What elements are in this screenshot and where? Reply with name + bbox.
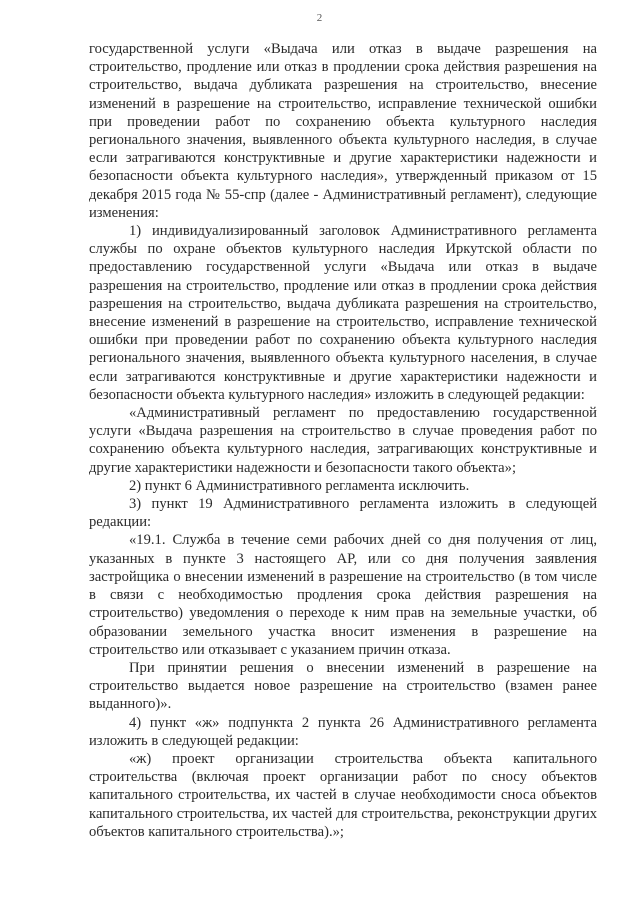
paragraph-item-1-quote: «Административный регламент по предоставлению государственной услуги «Выдача разрешения на строительство в случае проведения работ по сохранению объекта культурного наследия, затрагивающих конструктивные и другие характеристики надежности и безопасности такого объекта»; bbox=[89, 405, 597, 476]
paragraph-item-3-quote-2: При принятии решения о внесении изменений в разрешение на строительство выдается новое разрешение на строительство (взамен ранее выданного)». bbox=[89, 659, 597, 713]
paragraph-item-2: 2) пункт 6 Административного регламента исключить. bbox=[129, 477, 470, 494]
paragraph-item-3-quote-1: «19.1. Служба в течение семи рабочих дней со дня получения от лиц, указанных в пункте 3 настоящего АР, или со дня получения заявления застройщика о внесении изменений в разрешение на строительство (в том числе в связи с необходимостью продления срока действия разрешения на строительство) уведомления о переходе к ним прав на земельные участки, об образовании земельного участка вносит изменения в разрешение на строительство или отказывает с указанием причин отказа. bbox=[89, 532, 597, 658]
paragraph-item-4: 4) пункт «ж» подпункта 2 пункта 26 Административного регламента изложить в следующей редакции: bbox=[89, 714, 597, 749]
page-number: 2 bbox=[316, 12, 323, 24]
paragraph-intro: государственной услуги «Выдача или отказ в выдаче разрешения на строительство, продление или отказ в продлении срока действия разрешения на строительство, выдача дубликата разрешения на строительство, внесение изменений в разрешение на строительство, исправление технической ошибки при проведении работ по сохранению объекта культурного наследия регионального значения, выявленного объекта культурного наследия, в случае если затрагиваются конструктивные и другие характеристики надежности и безопасности объекта культурного наследия», утвержденный приказом от 15 декабря 2015 года № 55-спр (далее - Административный регламент), следующие изменения: bbox=[89, 41, 597, 221]
paragraph-item-4-quote: «ж) проект организации строительства объекта капитального строительства (включая проект организации работ по сносу объектов капитального строительства, их частей в случае необходимости сноса объектов капитального строительства, их частей для строительства, реконструкции других объектов капитального строительства).»; bbox=[89, 750, 597, 840]
document-body bbox=[89, 40, 597, 841]
paragraph-item-1: 1) индивидуализированный заголовок Административного регламента службы по охране объектов культурного наследия Иркутской области по предоставлению государственной услуги «Выдача или отказ в выдаче разрешения на строительство, продление или отказ в продлении срока действия разрешения на строительство, выдача дубликата разрешения на строительство, внесение изменений в разрешение на строительство, исправление технической ошибки при проведении работ по сохранению объекта культурного наследия регионального значения, выявленного объекта культурного населения, в случае если затрагиваются конструктивные и другие характеристики надежности и безопасности объекта культурного наследия» изложить в следующей редакции: bbox=[89, 223, 597, 403]
paragraph-item-3: 3) пункт 19 Административного регламента изложить в следующей редакции: bbox=[89, 496, 597, 531]
